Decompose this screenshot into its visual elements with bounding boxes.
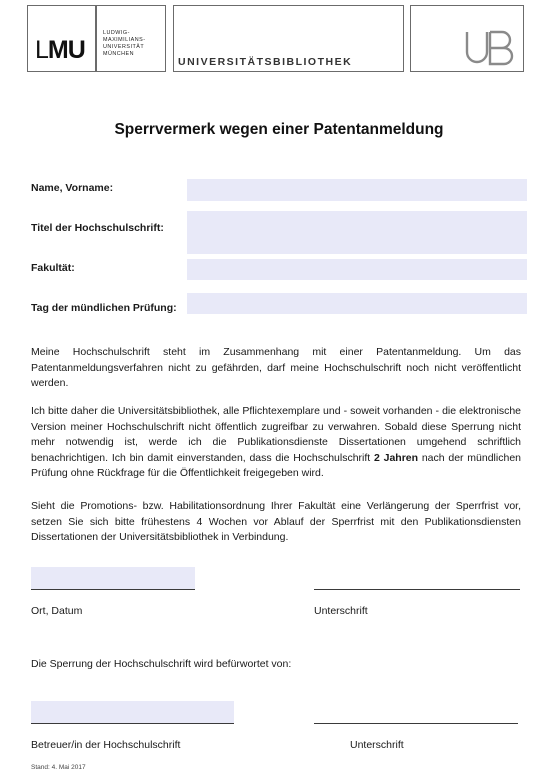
paragraph-patent: Meine Hochschulschrift steht im Zusammenhang mit einer Patentanmeldung. Um das Patentanmeldungsverfahren nicht zu gefährden, darf meine Hochschulschrift noch nicht veröffentlicht werden. [31,346,521,390]
library-title-box [173,5,404,72]
lmu-logo-mu: MU [47,36,85,64]
lmu-logo-l: L [35,36,48,64]
endorsement-text: Die Sperrung der Hochschulschrift wird befürwortet von: [31,658,292,670]
place-date-caption: Ort, Datum [31,605,83,617]
place-date-line [31,589,195,590]
name-field[interactable] [187,179,527,201]
faculty-field[interactable] [187,259,527,280]
paragraph-request-tail: nach der mündlichen Prüfung ohne Rückfrage für die Öffentlichkeit freigegeben wird. [31,451,521,480]
lmu-name-line: MAXIMILIANS- [103,37,146,43]
paragraph-request-text: Ich bitte daher die Universitätsbibliothek, alle Pflichtexemplare und - soweit vorhanden - die elektronische Version meiner Hochschulschrift nicht öffentlich zugreifbar zu verwahren. Sobald diese Sperrung nicht mehr notwendig ist, werde ich die Publikationsdienste Dissertationen umgehend schriftlich benachrichtigen. Ich bin damit einverstanden, dass die Hochschulschrift [31,405,521,464]
lmu-name-line: LUDWIG- [103,30,130,36]
paragraph-request-period: 2 Jahren [374,451,419,464]
paragraph-extension: Sieht die Promotions- bzw. Habilitationsordnung Ihrer Fakultät eine Verlängerung der Sperrfrist vor, setzen Sie sich bitte frühestens 4 Wochen vor Ablauf der Sperrfrist mit den Publikationsdiensten Dissertationen der Universitätsbibliothek in Verbindung. [31,500,521,544]
document-status: Stand: 4. Mai 2017 [31,764,86,771]
name-label: Name, Vorname: [31,182,114,194]
lmu-name-line: MÜNCHEN [103,51,135,57]
supervisor-signature-caption: Unterschrift [350,739,404,751]
lmu-name-box [96,5,166,72]
signature-line [314,589,520,590]
signature-caption: Unterschrift [314,605,368,617]
document-title: Sperrvermerk wegen einer Patentanmeldung [114,121,444,138]
exam-date-label: Tag der mündlichen Prüfung: [31,302,177,314]
supervisor-caption: Betreuer/in der Hochschulschrift [31,739,181,751]
supervisor-signature-line [314,723,518,724]
paragraph-request [31,404,521,482]
supervisor-line [31,723,234,724]
place-date-field[interactable] [31,567,195,589]
ub-logo-box [410,5,524,72]
thesis-title-label: Titel der Hochschulschrift: [31,222,164,234]
lmu-logo-text [35,36,85,65]
faculty-label: Fakultät: [31,262,75,274]
lmu-name-line: UNIVERSITÄT [103,44,145,50]
supervisor-field[interactable] [31,701,234,723]
exam-date-field[interactable] [187,293,527,314]
ub-logo-icon [461,30,517,66]
lmu-logo [27,5,96,72]
lmu-full-name [103,30,146,58]
library-title: UNIVERSITÄTSBIBLIOTHEK [178,56,353,68]
thesis-title-field[interactable] [187,211,527,254]
